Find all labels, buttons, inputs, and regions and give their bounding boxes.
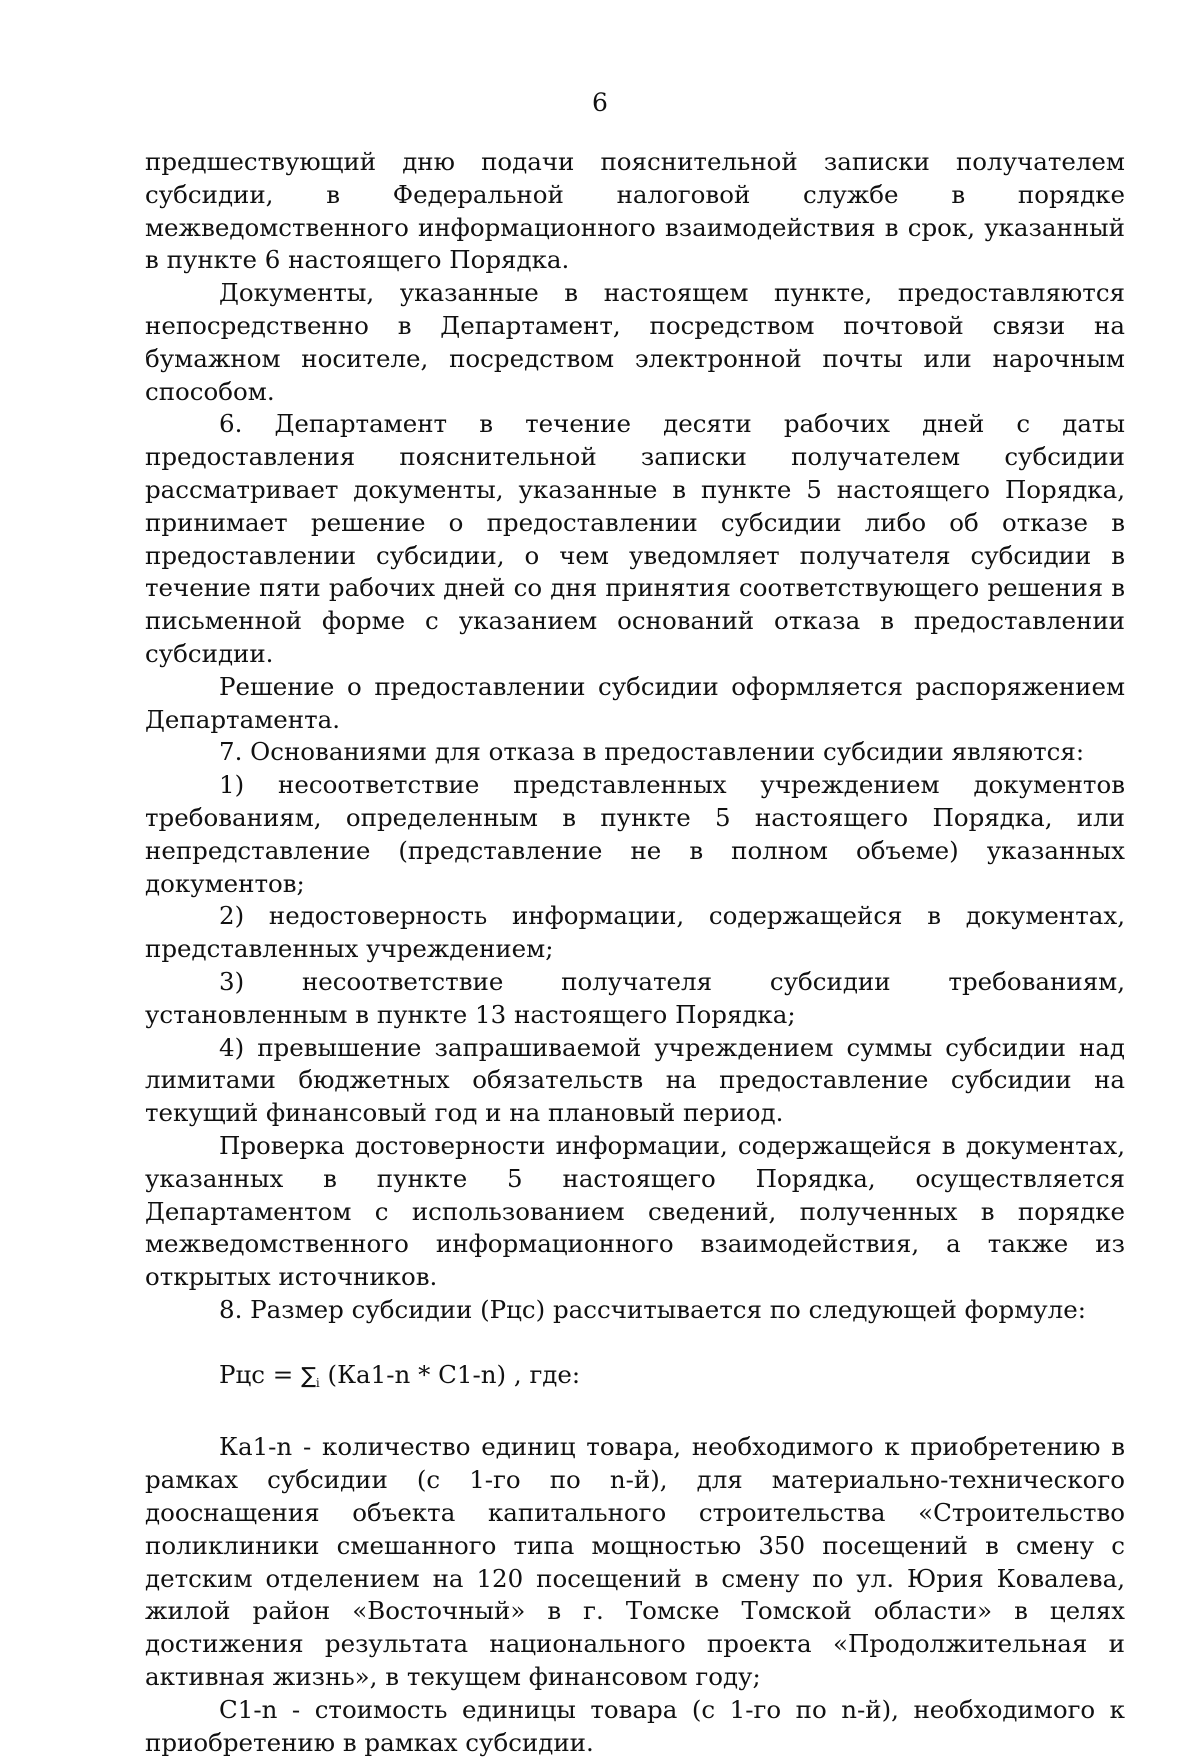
paragraph-documents-delivery: Документы, указанные в настоящем пункте, предоставляются непосредственно в Департамент, посредством почтовой связи на бумажном носителе, посредством электронной почты или нарочным способом.	[145, 278, 1125, 406]
document-body	[145, 146, 1125, 1759]
paragraph-reason-3: 3) несоответствие получателя субсидии требованиям, установленным в пункте 13 настоящего Порядка;	[145, 966, 1125, 1029]
paragraph-decision: Решение о предоставлении субсидии оформляется распоряжением Департамента.	[145, 671, 1125, 734]
paragraph-continuation: предшествующий дню подачи пояснительной записки получателем субсидии, в Федеральной налоговой службе в порядке межведомственного информационного взаимодействия в срок, указанный в пункте 6 настоящего Порядка.	[145, 147, 1125, 275]
paragraph-item-8: 8. Размер субсидии (Рцс) рассчитывается по следующей формуле:	[219, 1294, 1086, 1324]
definition-ka: Ка1-n - количество единиц товара, необходимого к приобретению в рамках субсидии (с 1-го по n-й), для материально-технического дооснащения объекта капитального строительства «Строительство поликлиники смешанного типа мощностью 350 посещений в смену с детским отделением на 120 посещений в смену по ул. Юрия Ковалева, жилой район «Восточный» в г. Томске Томской области» в целях достижения результата национального проекта «Продолжительная и активная жизнь», в текущем финансовом году;	[145, 1432, 1125, 1692]
formula-lhs: Рцс =	[219, 1359, 302, 1389]
sigma-subscript: i	[315, 1375, 320, 1390]
paragraph-item-7: 7. Основаниями для отказа в предоставлении субсидии являются:	[219, 737, 1085, 767]
paragraph-reason-2: 2) недостоверность информации, содержащейся в документах, представленных учреждением;	[145, 901, 1125, 964]
paragraph-item-6: 6. Департамент в течение десяти рабочих дней с даты предоставления пояснительной записки получателем субсидии рассматривает документы, указанные в пункте 5 настоящего Порядка, принимает решение о предоставлении субсидии либо об отказе в предоставлении субсидии, о чем уведомляет получателя субсидии в течение пяти рабочих дней со дня принятия соответствующего решения в письменной форме с указанием оснований отказа в предоставлении субсидии.	[145, 409, 1125, 668]
paragraph-reason-1: 1) несоответствие представленных учреждением документов требованиям, определенным в пункте 5 настоящего Порядка, или непредставление (представление не в полном объеме) указанных документов;	[145, 770, 1125, 898]
formula-rhs: (Ка1-n * С1-n) , где:	[319, 1359, 581, 1389]
page-number: 6	[592, 88, 608, 117]
sigma-icon: ∑	[301, 1363, 316, 1389]
definition-c: С1-n - стоимость единицы товара (с 1-го по n-й), необходимого к приобретению в рамках субсидии.	[145, 1694, 1125, 1757]
paragraph-reason-4: 4) превышение запрашиваемой учреждением суммы субсидии над лимитами бюджетных обязательств на предоставление субсидии на текущий финансовый год и на плановый период.	[145, 1032, 1125, 1128]
subsidy-formula	[145, 1359, 1125, 1400]
paragraph-verification: Проверка достоверности информации, содержащейся в документах, указанных в пункте 5 настоящего Порядка, осуществляется Департаментом с использованием сведений, полученных в порядке межведомственного информационного взаимодействия, а также из открытых источников.	[145, 1130, 1125, 1292]
